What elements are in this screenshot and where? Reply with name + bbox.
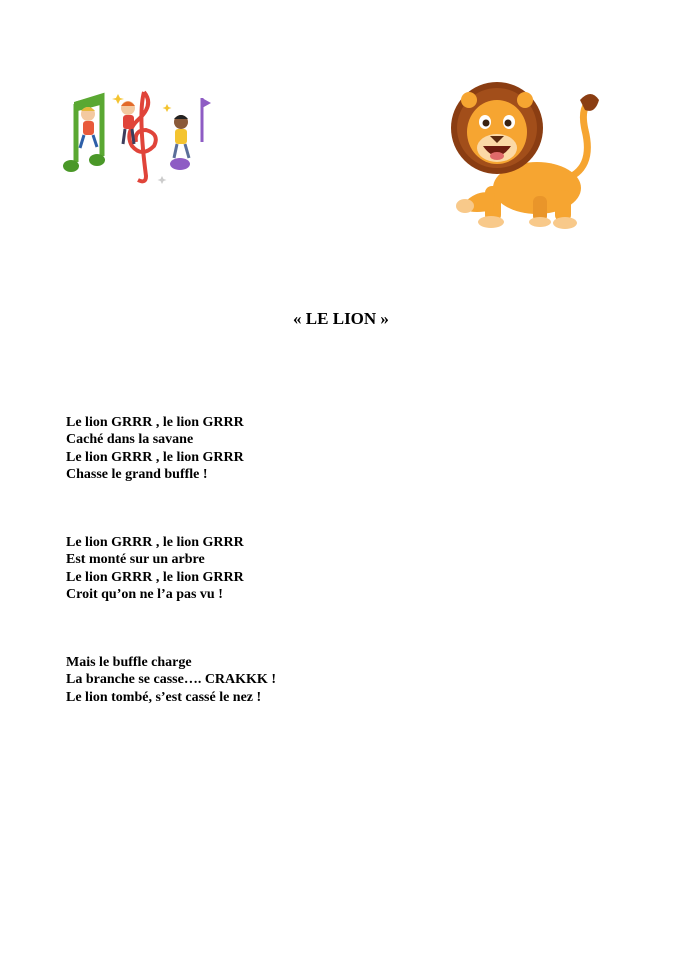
- stanza-line: Mais le buffle charge: [66, 655, 192, 670]
- children-music-notes-icon: [62, 84, 212, 184]
- stanza-line: Le lion tombé, s’est cassé le nez !: [66, 689, 262, 705]
- stanza-line: Chasse le grand buffle !: [66, 466, 208, 482]
- child-1-icon: [80, 107, 97, 148]
- stanza-line: Caché dans la savane: [66, 432, 194, 448]
- stanza-line: Le lion GRRR , le lion GRRR: [66, 415, 244, 430]
- stanza-line: La branche se casse…. CRAKKK !: [66, 672, 276, 688]
- stanza: [66, 654, 276, 706]
- stanza-line: Est monté sur un arbre: [66, 552, 205, 568]
- page-title: « LE LION »: [293, 309, 389, 328]
- stanza-line: Croit qu’on ne l’a pas vu !: [66, 586, 223, 602]
- stanza-line: Le lion GRRR , le lion GRRR: [66, 535, 244, 550]
- child-3-icon: [174, 115, 189, 158]
- stanza: [66, 414, 244, 483]
- stanza: [66, 534, 244, 603]
- cartoon-lion-icon: [445, 70, 605, 235]
- stanza-line: Le lion GRRR , le lion GRRR: [66, 449, 244, 465]
- stanza-line: Le lion GRRR , le lion GRRR: [66, 569, 244, 585]
